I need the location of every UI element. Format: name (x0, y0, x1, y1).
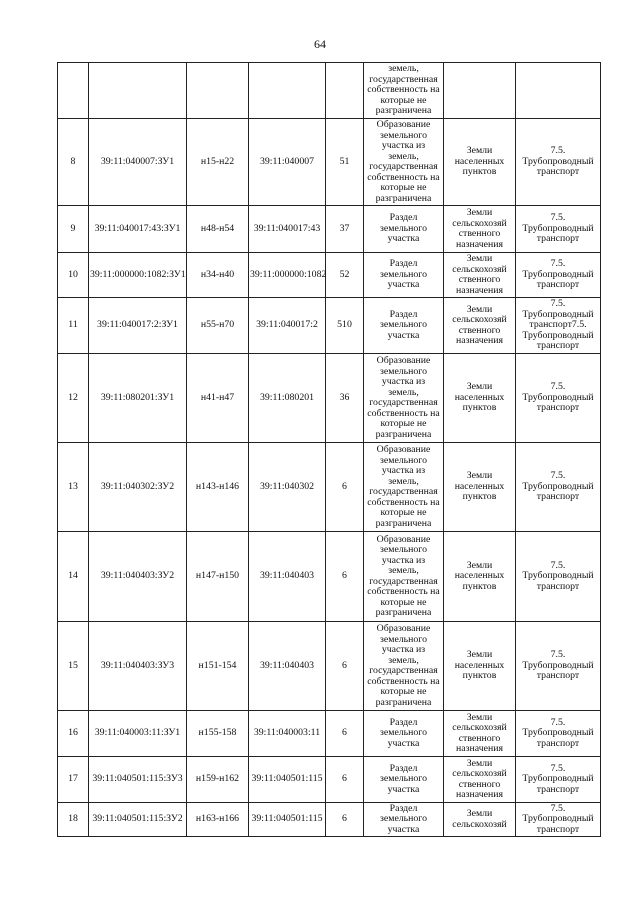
permitted-use-cell: 7.5. Трубопроводный транспорт (516, 443, 601, 532)
plot-designation-cell: 39:11:040501:115:ЗУ3 (89, 757, 187, 803)
table-row (58, 757, 601, 803)
land-category-cell: Земли сельскохозяй (444, 803, 516, 837)
table-row (58, 253, 601, 298)
row-number-cell: 10 (58, 253, 89, 298)
plot-designation-cell: 39:11:040403:ЗУ2 (89, 532, 187, 622)
plot-designation-cell: 39:11:040501:115:ЗУ2 (89, 803, 187, 837)
boundary-points-cell: н147-н150 (187, 532, 249, 622)
formation-method-cell: Раздел земельного участка (364, 298, 444, 354)
boundary-points-cell: н34-н40 (187, 253, 249, 298)
boundary-points-cell (187, 63, 249, 119)
table-row (58, 622, 601, 711)
boundary-points-cell: н15-н22 (187, 119, 249, 206)
land-plot-table-body (58, 63, 601, 837)
land-category-cell: Земли сельскохозяй ственного назначения (444, 253, 516, 298)
land-category-cell (444, 63, 516, 119)
plot-designation-cell: 39:11:040003:11:ЗУ1 (89, 711, 187, 757)
table-row (58, 298, 601, 354)
land-category-cell: Земли населенных пунктов (444, 354, 516, 443)
boundary-points-cell: н55-н70 (187, 298, 249, 354)
source-cadastral-number-cell: 39:11:040007 (249, 119, 326, 206)
permitted-use-cell: 7.5. Трубопроводный транспорт (516, 253, 601, 298)
permitted-use-cell: 7.5. Трубопроводный транспорт7.5. Трубопроводный транспорт (516, 298, 601, 354)
source-cadastral-number-cell (249, 63, 326, 119)
row-number-cell: 16 (58, 711, 89, 757)
area-cell: 6 (326, 757, 364, 803)
permitted-use-cell: 7.5. Трубопроводный транспорт (516, 803, 601, 837)
permitted-use-cell: 7.5. Трубопроводный транспорт (516, 354, 601, 443)
row-number-cell: 12 (58, 354, 89, 443)
plot-designation-cell (89, 63, 187, 119)
row-number-cell: 14 (58, 532, 89, 622)
row-number-cell (58, 63, 89, 119)
plot-designation-cell: 39:11:040302:ЗУ2 (89, 443, 187, 532)
formation-method-cell: Раздел земельного участка (364, 206, 444, 253)
table-row (58, 532, 601, 622)
formation-method-cell: Раздел земельного участка (364, 757, 444, 803)
source-cadastral-number-cell: 39:11:040403 (249, 532, 326, 622)
plot-designation-cell: 39:11:000000:1082:ЗУ1 (89, 253, 187, 298)
boundary-points-cell: н163-н166 (187, 803, 249, 837)
row-number-cell: 8 (58, 119, 89, 206)
table-row (58, 206, 601, 253)
permitted-use-cell: 7.5. Трубопроводный транспорт (516, 622, 601, 711)
source-cadastral-number-cell: 39:11:040501:115 (249, 803, 326, 837)
boundary-points-cell: н155-158 (187, 711, 249, 757)
area-cell: 510 (326, 298, 364, 354)
land-category-cell: Земли населенных пунктов (444, 119, 516, 206)
permitted-use-cell: 7.5. Трубопроводный транспорт (516, 711, 601, 757)
boundary-points-cell: н41-н47 (187, 354, 249, 443)
boundary-points-cell: н143-н146 (187, 443, 249, 532)
table-row (58, 63, 601, 119)
permitted-use-cell: 7.5. Трубопроводный транспорт (516, 206, 601, 253)
formation-method-cell: Образование земельного участка из земель, государственная собственность на которые не разграничена (364, 119, 444, 206)
row-number-cell: 9 (58, 206, 89, 253)
formation-method-cell: земель, государственная собственность на которые не разграничена (364, 63, 444, 119)
land-category-cell: Земли сельскохозяй ственного назначения (444, 206, 516, 253)
formation-method-cell: Образование земельного участка из земель, государственная собственность на которые не разграничена (364, 354, 444, 443)
land-category-cell: Земли сельскохозяй ственного назначения (444, 757, 516, 803)
row-number-cell: 11 (58, 298, 89, 354)
formation-method-cell: Образование земельного участка из земель, государственная собственность на которые не разграничена (364, 443, 444, 532)
source-cadastral-number-cell: 39:11:040017:2 (249, 298, 326, 354)
land-category-cell: Земли сельскохозяй ственного назначения (444, 711, 516, 757)
area-cell: 52 (326, 253, 364, 298)
plot-designation-cell: 39:11:040017:2:ЗУ1 (89, 298, 187, 354)
table-row (58, 711, 601, 757)
plot-designation-cell: 39:11:040403:ЗУ3 (89, 622, 187, 711)
row-number-cell: 13 (58, 443, 89, 532)
table-row (58, 354, 601, 443)
permitted-use-cell: 7.5. Трубопроводный транспорт (516, 119, 601, 206)
plot-designation-cell: 39:11:040007:ЗУ1 (89, 119, 187, 206)
source-cadastral-number-cell: 39:11:040003:11 (249, 711, 326, 757)
area-cell: 6 (326, 803, 364, 837)
area-cell: 6 (326, 622, 364, 711)
area-cell: 37 (326, 206, 364, 253)
formation-method-cell: Образование земельного участка из земель, государственная собственность на которые не разграничена (364, 622, 444, 711)
boundary-points-cell: н151-154 (187, 622, 249, 711)
land-category-cell: Земли населенных пунктов (444, 443, 516, 532)
area-cell: 6 (326, 711, 364, 757)
table-row (58, 803, 601, 837)
source-cadastral-number-cell: 39:11:040501:115 (249, 757, 326, 803)
source-cadastral-number-cell: 39:11:040403 (249, 622, 326, 711)
formation-method-cell: Образование земельного участка из земель, государственная собственность на которые не разграничена (364, 532, 444, 622)
page-number: 64 (314, 37, 326, 51)
source-cadastral-number-cell: 39:11:000000:1082 (249, 253, 326, 298)
row-number-cell: 17 (58, 757, 89, 803)
boundary-points-cell: н48-н54 (187, 206, 249, 253)
plot-designation-cell: 39:11:040017:43:ЗУ1 (89, 206, 187, 253)
source-cadastral-number-cell: 39:11:080201 (249, 354, 326, 443)
table-row (58, 443, 601, 532)
permitted-use-cell: 7.5. Трубопроводный транспорт (516, 757, 601, 803)
row-number-cell: 18 (58, 803, 89, 837)
source-cadastral-number-cell: 39:11:040017:43 (249, 206, 326, 253)
row-number-cell: 15 (58, 622, 89, 711)
permitted-use-cell: 7.5. Трубопроводный транспорт (516, 532, 601, 622)
area-cell: 6 (326, 532, 364, 622)
land-category-cell: Земли населенных пунктов (444, 532, 516, 622)
boundary-points-cell: н159-н162 (187, 757, 249, 803)
area-cell: 51 (326, 119, 364, 206)
land-category-cell: Земли населенных пунктов (444, 622, 516, 711)
land-category-cell: Земли сельскохозяй ственного назначения (444, 298, 516, 354)
area-cell: 36 (326, 354, 364, 443)
permitted-use-cell (516, 63, 601, 119)
plot-designation-cell: 39:11:080201:ЗУ1 (89, 354, 187, 443)
source-cadastral-number-cell: 39:11:040302 (249, 443, 326, 532)
area-cell: 6 (326, 443, 364, 532)
formation-method-cell: Раздел земельного участка (364, 253, 444, 298)
area-cell (326, 63, 364, 119)
formation-method-cell: Раздел земельного участка (364, 803, 444, 837)
table-row (58, 119, 601, 206)
formation-method-cell: Раздел земельного участка (364, 711, 444, 757)
land-plot-table (57, 62, 601, 837)
